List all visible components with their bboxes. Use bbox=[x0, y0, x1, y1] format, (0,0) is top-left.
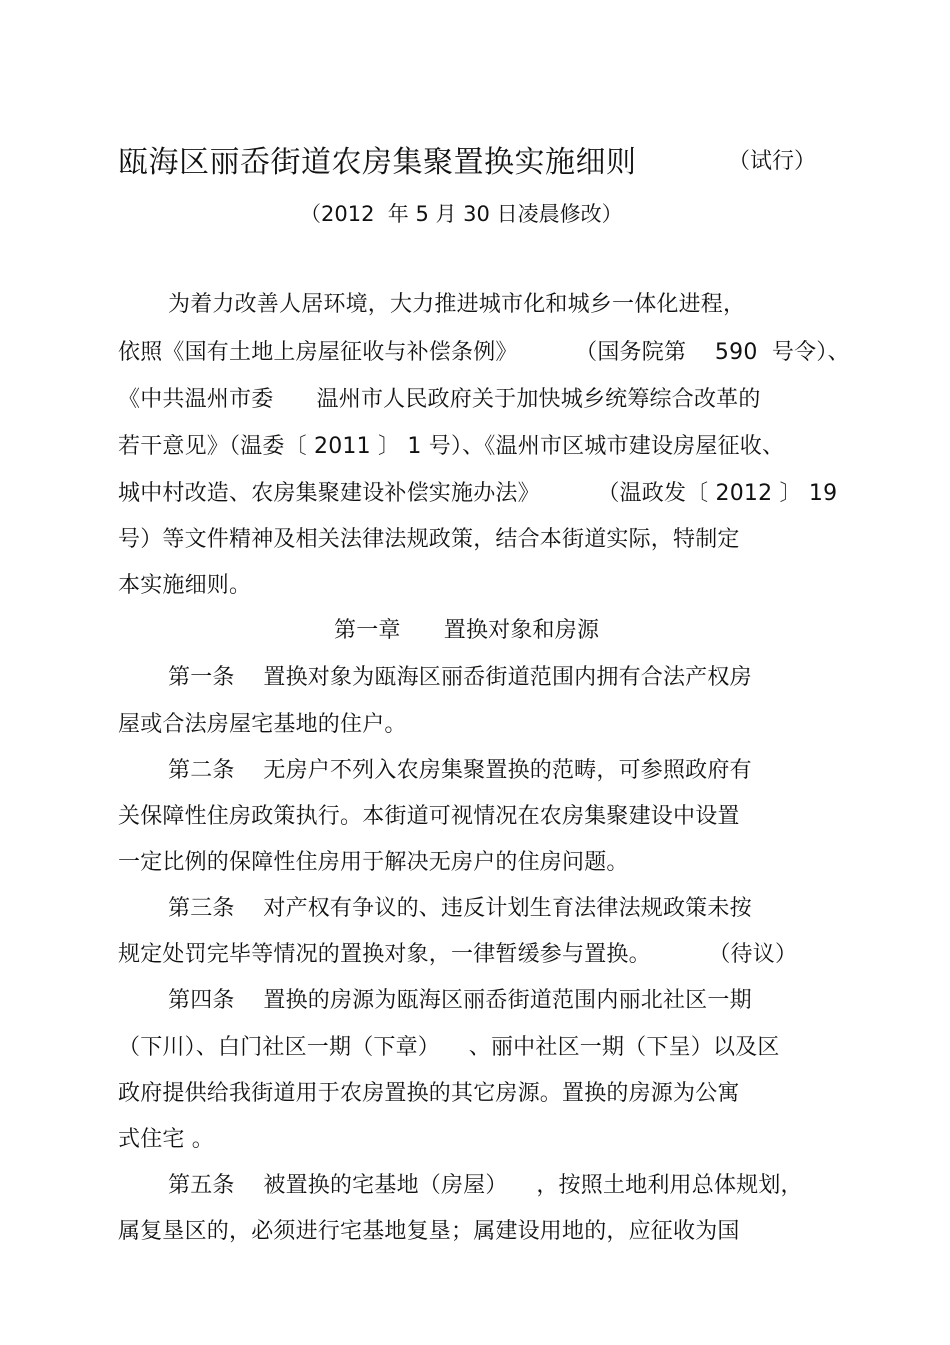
chapter-heading: 第一章 置换对象和房源 bbox=[334, 618, 600, 643]
article-line: 一定比例的保障性住房用于解决无房户的住房问题。 bbox=[118, 850, 629, 875]
paragraph-line: 若干意见》（温委〔 2011 〕 1 号）、《温州市区城市建设房屋征收、 bbox=[118, 434, 785, 459]
paragraph-line: 号）等文件精神及相关法律法规政策，结合本街道实际，特制定 bbox=[118, 527, 740, 552]
revision-note: （2012 年 5 月 30 日凌晨修改） bbox=[300, 202, 623, 226]
article-line: 第二条 无房户不列入农房集聚置换的范畴，可参照政府有 bbox=[168, 758, 752, 783]
document-title: 瓯海区丽岙街道农房集聚置换实施细则 bbox=[118, 145, 637, 180]
paragraph-line: 本实施细则。 bbox=[118, 573, 252, 598]
article-line: 关保障性住房政策执行。本街道可视情况在农房集聚建设中设置 bbox=[118, 804, 740, 829]
article-line: 第五条 被置换的宅基地（房屋） ，按照土地利用总体规划， bbox=[168, 1173, 803, 1198]
paragraph-line: 依照《国有土地上房屋征收与补偿条例》 （国务院第 590 号令）、 bbox=[118, 340, 850, 365]
paragraph-line: 城中村改造、农房集聚建设补偿实施办法》 （温政发〔 2012 〕 19 bbox=[118, 481, 838, 506]
article-line: 第四条 置换的房源为瓯海区丽岙街道范围内丽北社区一期 bbox=[168, 988, 752, 1013]
article-line: 属复垦区的，必须进行宅基地复垦；属建设用地的，应征收为国 bbox=[118, 1219, 740, 1244]
article-line: （下川）、白门社区一期（下章） 、丽中社区一期（下呈）以及区 bbox=[118, 1035, 780, 1060]
article-line: 政府提供给我街道用于农房置换的其它房源。置换的房源为公寓 bbox=[118, 1081, 740, 1106]
article-line: 第三条 对产权有争议的、违反计划生育法律法规政策未按 bbox=[168, 896, 752, 921]
paragraph-line: 为着力改善人居环境，大力推进城市化和城乡一体化进程， bbox=[168, 292, 746, 317]
article-line: 第一条 置换对象为瓯海区丽岙街道范围内拥有合法产权房 bbox=[168, 665, 752, 690]
article-line: 规定处罚完毕等情况的置换对象，一律暂缓参与置换。 （待议） bbox=[118, 942, 798, 967]
paragraph-line: 《中共温州市委 温州市人民政府关于加快城乡统筹综合改革的 bbox=[118, 387, 761, 412]
article-line: 式住宅 。 bbox=[118, 1127, 214, 1152]
article-line: 屋或合法房屋宅基地的住户。 bbox=[118, 712, 407, 737]
title-note: （试行） bbox=[728, 149, 817, 174]
